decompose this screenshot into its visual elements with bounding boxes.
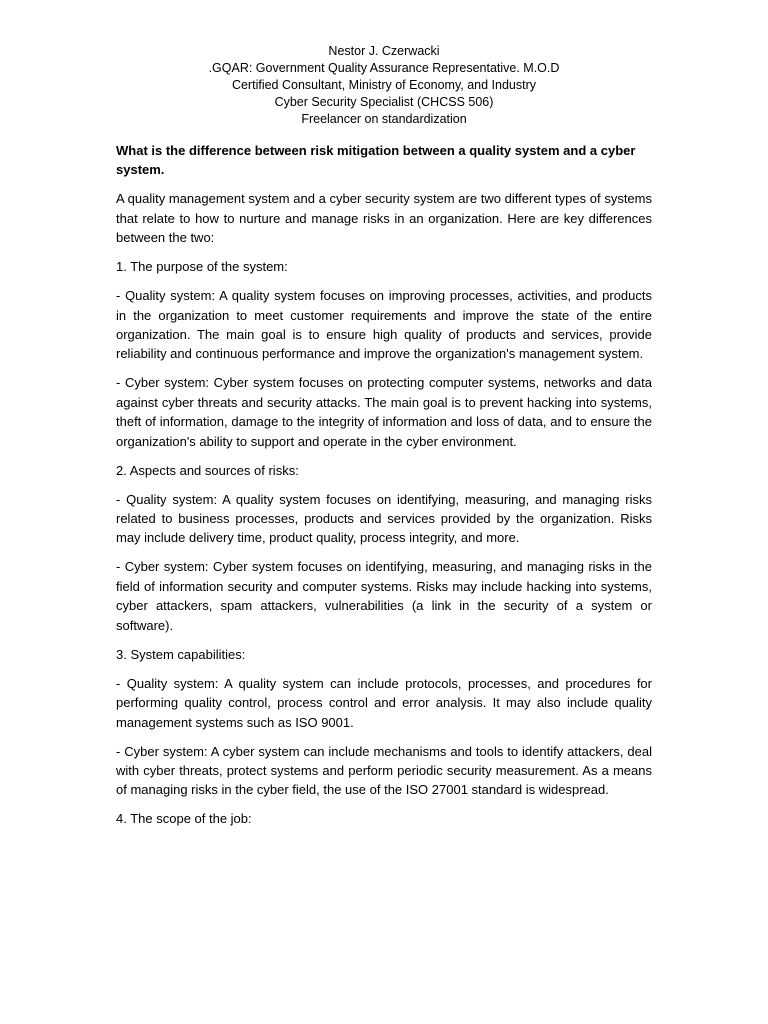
paragraph-capabilities-cyber: - Cyber system: A cyber system can include mechanisms and tools to identify attackers, deal with cyber threats, protect systems and perform periodic security measurement. As a means of managing risks in the cyber field, the use of the ISO 27001 standard is widespread. <box>116 743 652 798</box>
paragraph-risks-quality: - Quality system: A quality system focuses on identifying, measuring, and managing risks related to business processes, products and services provided by the organization. Risks may include delivery time, product quality, process integrity, and more. <box>116 491 652 546</box>
paragraph-risks-cyber: - Cyber system: Cyber system focuses on identifying, measuring, and managing risks in the field of information security and computer systems. Risks may include hacking into systems, cyber attackers, spam attackers, vulnerabilities (a link in the security of a system or software). <box>116 559 652 633</box>
paragraph-capabilities-quality: - Quality system: A quality system can include protocols, processes, and procedures for performing quality control, process control and error analysis. It may also include quality management systems such as ISO 9001. <box>116 675 652 730</box>
paragraph-purpose-cyber: - Cyber system: Cyber system focuses on protecting computer systems, networks and data against cyber threats and security attacks. The main goal is to prevent hacking into systems, theft of information, damage to the integrity of information and loss of data, and to ensure the organization's ability to support and operate in the cyber environment. <box>116 375 652 449</box>
question-heading: What is the difference between risk mitigation between a quality system and a cyber system. <box>116 143 636 178</box>
author-role-freelancer: Freelancer on standardization <box>301 112 467 126</box>
section-heading-purpose: 1. The purpose of the system: <box>116 259 288 275</box>
author-role-cyber: Cyber Security Specialist (CHCSS 506) <box>274 95 494 109</box>
section-heading-scope: 4. The scope of the job: <box>116 811 252 827</box>
intro-paragraph: A quality management system and a cyber security system are two different types of systems that relate to how to nurture and manage risks in an organization. Here are key differences between the two: <box>116 191 652 246</box>
document-body <box>116 141 652 838</box>
author-name: Nestor J. Czerwacki <box>328 44 440 58</box>
author-header <box>116 43 652 128</box>
section-heading-capabilities: 3. System capabilities: <box>116 646 246 662</box>
author-role-consultant: Certified Consultant, Ministry of Economy, and Industry <box>231 78 537 92</box>
author-role-gqar: .GQAR: Government Quality Assurance Representative. M.O.D <box>208 61 560 75</box>
section-heading-risks: 2. Aspects and sources of risks: <box>116 462 299 478</box>
paragraph-purpose-quality: - Quality system: A quality system focuses on improving processes, activities, and products in the organization to meet customer requirements and improve the state of the entire organization. The main goal is to ensure high quality of products and services, provide reliability and continuous performance and improve the organization's management system. <box>116 288 652 362</box>
